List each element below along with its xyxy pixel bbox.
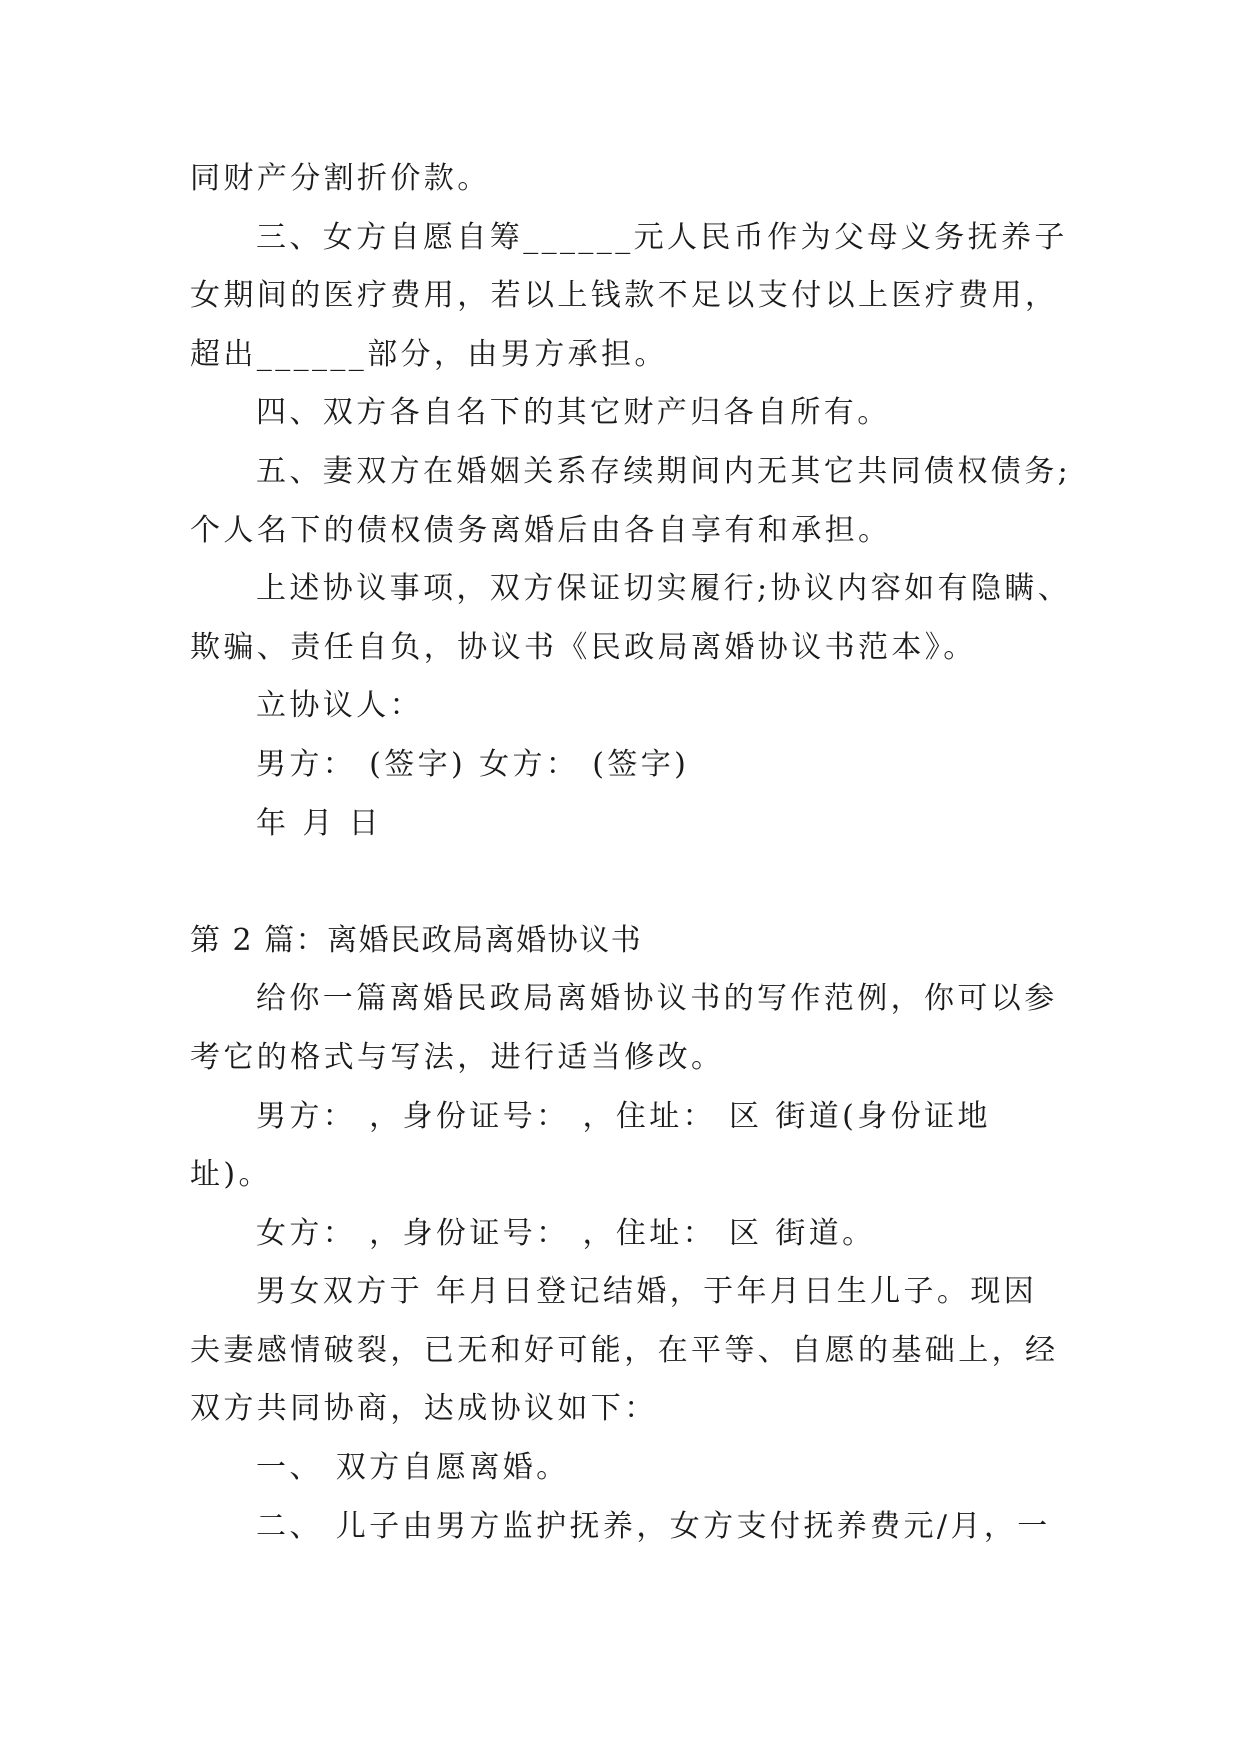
text-line: 一、 双方自愿离婚。 [256, 1450, 570, 1486]
text-line: 同财产分割折价款。 [190, 161, 491, 196]
text-line: 址)。 [190, 1157, 272, 1193]
text-line: 个人名下的债权债务离婚后由各自享有和承担。 [190, 512, 892, 548]
text-line: 双方共同协商，达成协议如下： [190, 1391, 658, 1427]
text-line: 女方： ，身份证号： ，住址： 区 街道。 [256, 1215, 876, 1251]
text-line: 立协议人： [256, 688, 423, 724]
text-line: 二、 儿子由男方监护抚养，女方支付抚养费元/月，一 [256, 1508, 1051, 1544]
text-line: 男女双方于 年月日登记结婚，于年月日生儿子。现因 [256, 1274, 1038, 1310]
text-line: 上述协议事项，双方保证切实履行;协议内容如有隐瞒、 [256, 571, 1072, 607]
text-line: 四、双方各自名下的其它财产归各自所有。 [256, 395, 891, 431]
text-line: 夫妻感情破裂，已无和好可能，在平等、自愿的基础上，经 [190, 1332, 1059, 1368]
text-line: 考它的格式与写法，进行适当修改。 [190, 1039, 725, 1075]
text-line: 女期间的医疗费用，若以上钱款不足以支付以上医疗费用， [190, 278, 1059, 314]
text-line: 男方： ，身份证号： ，住址： 区 街道(身份证地 [256, 1098, 991, 1134]
text-line: 五、妻双方在婚姻关系存续期间内无其它共同债权债务; [256, 453, 1072, 489]
section-heading: 第 2 篇：离婚民政局离婚协议书 [190, 922, 643, 958]
signature-line: 男方： (签字) 女方： (签字) [256, 746, 690, 782]
text-line: 三、女方自愿自筹______元人民币作为父母义务抚养子 [256, 219, 1068, 255]
blank-line [190, 853, 1070, 912]
text-line: 给你一篇离婚民政局离婚协议书的写作范例，你可以参 [256, 981, 1058, 1017]
text-line: 超出______部分，由男方承担。 [190, 336, 668, 372]
document-page [190, 150, 1070, 1556]
date-line: 年 月 日 [256, 805, 383, 841]
text-line: 欺骗、责任自负，协议书《民政局离婚协议书范本》。 [190, 629, 977, 665]
